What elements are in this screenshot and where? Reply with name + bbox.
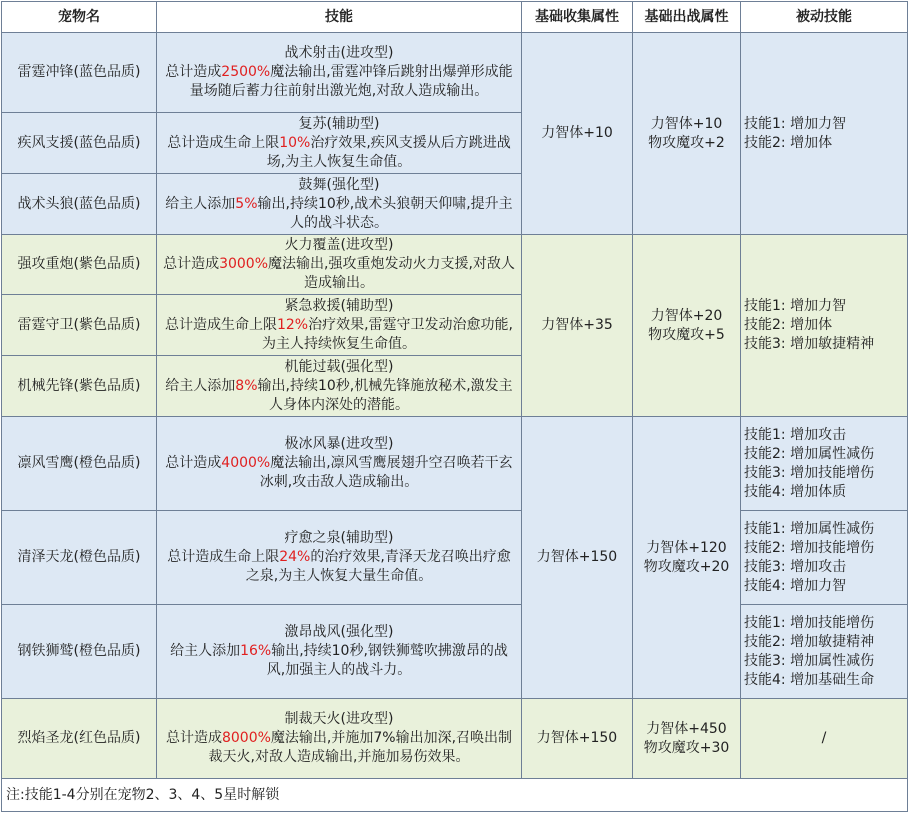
passive-skills [741, 33, 908, 235]
passive-skills [741, 511, 908, 605]
skill-desc-pre: 总计造成 [165, 64, 222, 80]
skill-cell [157, 33, 522, 113]
passive-line: 技能3: 增加敏捷精神 [744, 336, 875, 352]
battle-line: 力智体+20 [650, 307, 723, 324]
skill-desc-post: 魔法输出,并施加7%输出加深,召唤出制裁天火,对敌人造成输出,并施加易伤效果。 [208, 730, 513, 765]
passive-line: 技能1: 增加攻击 [744, 426, 847, 443]
passive-line: 技能1: 增加技能增伤 [744, 614, 875, 631]
skill-desc-post: 魔法输出,凛风雪鹰展翅升空召唤若干玄冰刺,攻击敌人造成输出。 [259, 455, 513, 490]
battle-line: 物攻魔攻+5 [648, 326, 725, 343]
passive-line: 技能2: 增加技能增伤 [744, 539, 875, 556]
pet-name: 烈焰圣龙(红色品质) [2, 699, 157, 779]
pet-name: 机械先锋(紫色品质) [2, 356, 157, 417]
skill-desc-pre: 总计造成生命上限 [167, 549, 280, 565]
pet-name: 强攻重炮(紫色品质) [2, 235, 157, 295]
header-battle-attr: 基础出战属性 [633, 2, 741, 33]
passive-line: 技能2: 增加体 [744, 134, 833, 151]
skill-pct: 2500% [221, 64, 271, 80]
passive-line: 技能3: 增加攻击 [744, 558, 847, 575]
skill-title: 紧急救援(辅助型) [284, 297, 394, 314]
pet-name: 疾风支援(蓝色品质) [2, 113, 157, 174]
skill-pct: 10% [279, 134, 311, 151]
skill-pct: 3000% [219, 256, 269, 272]
table-row [2, 605, 908, 699]
skill-title: 制裁天火(进攻型) [284, 711, 394, 727]
collect-attr: 力智体+10 [522, 33, 633, 235]
passive-skills: / [741, 699, 908, 779]
passive-line: 技能3: 增加技能增伤 [744, 464, 875, 481]
skill-desc-pre: 给主人添加 [165, 195, 236, 212]
skill-desc-pre: 给主人添加 [165, 377, 236, 394]
skill-pct: 16% [240, 643, 272, 659]
passive-line: 技能4: 增加基础生命 [744, 671, 875, 688]
header-row [2, 2, 908, 33]
passive-line: 技能4: 增加体质 [744, 483, 847, 500]
battle-line: 力智体+450 [646, 720, 727, 737]
pet-name: 雷霆守卫(紫色品质) [2, 295, 157, 356]
battle-attr [633, 699, 741, 779]
skill-desc-pre: 总计造成生命上限 [164, 316, 277, 333]
table-row [2, 235, 908, 295]
skill-cell [157, 605, 522, 699]
skill-title: 火力覆盖(进攻型) [284, 237, 394, 253]
skill-desc-post: 魔法输出,强攻重炮发动火力支援,对敌人造成输出。 [268, 256, 515, 291]
collect-attr: 力智体+150 [522, 417, 633, 699]
battle-attr [633, 417, 741, 699]
passive-line: 技能1: 增加属性减伤 [744, 520, 875, 537]
table-row [2, 699, 908, 779]
skill-cell [157, 235, 522, 295]
skill-cell [157, 295, 522, 356]
footnote: 注:技能1-4分别在宠物2、3、4、5星时解锁 [2, 779, 908, 812]
passive-line: 技能2: 增加属性减伤 [744, 445, 875, 462]
skill-title: 复苏(辅助型) [298, 115, 380, 132]
battle-line: 物攻魔攻+20 [643, 558, 730, 575]
table-row [2, 417, 908, 511]
skill-desc-pre: 给主人添加 [170, 643, 241, 659]
collect-attr: 力智体+150 [522, 699, 633, 779]
collect-attr: 力智体+35 [522, 235, 633, 417]
passive-line: 技能2: 增加体 [744, 317, 833, 333]
skill-title: 机能过载(强化型) [284, 358, 394, 375]
pet-name: 钢铁狮鹫(橙色品质) [2, 605, 157, 699]
header-skill: 技能 [157, 2, 522, 33]
pet-name: 凛风雪鹰(橙色品质) [2, 417, 157, 511]
battle-attr [633, 235, 741, 417]
skill-desc-pre: 总计造成生命上限 [167, 134, 280, 151]
header-collect-attr: 基础收集属性 [522, 2, 633, 33]
skill-title: 战术射击(进攻型) [284, 45, 394, 61]
skill-desc-post: 治疗效果,疾风支援从后方跳进战场,为主人恢复生命值。 [266, 134, 511, 170]
skill-pct: 8% [235, 377, 258, 394]
battle-attr [633, 33, 741, 235]
header-pet-name: 宠物名 [2, 2, 157, 33]
pet-name: 雷霆冲锋(蓝色品质) [2, 33, 157, 113]
skill-title: 鼓舞(强化型) [298, 176, 380, 193]
battle-line: 力智体+120 [646, 539, 727, 556]
note-row [2, 779, 908, 812]
skill-title: 激昂战风(强化型) [284, 624, 394, 640]
table-row [2, 511, 908, 605]
skill-pct: 24% [279, 549, 311, 565]
battle-line: 力智体+10 [650, 115, 723, 132]
skill-desc-pre: 总计造成 [165, 730, 222, 746]
skill-cell [157, 699, 522, 779]
passive-skills [741, 417, 908, 511]
pet-table [1, 1, 908, 812]
header-passive: 被动技能 [741, 2, 908, 33]
pet-name: 清泽天龙(橙色品质) [2, 511, 157, 605]
skill-desc-post: 输出,持续10秒,钢铁狮鹫吹拂激昂的战风,加强主人的战斗力。 [266, 643, 508, 678]
skill-title: 疗愈之泉(辅助型) [284, 530, 394, 546]
pet-name: 战术头狼(蓝色品质) [2, 174, 157, 235]
skill-pct: 12% [276, 316, 309, 333]
passive-line: 技能2: 增加敏捷精神 [744, 633, 875, 650]
table-row [2, 33, 908, 113]
passive-line: 技能4: 增加力智 [744, 577, 847, 594]
skill-desc-post: 的治疗效果,青泽天龙召唤出疗愈之泉,为主人恢复大量生命值。 [245, 549, 511, 584]
skill-desc-post: 魔法输出,雷霆冲锋后跳射出爆弹形成能量场随后蓄力往前射出激光炮,对敌人造成输出。 [189, 64, 513, 99]
passive-line: 技能1: 增加力智 [744, 115, 847, 132]
battle-line: 物攻魔攻+2 [648, 134, 725, 151]
skill-desc-pre: 总计造成 [163, 256, 220, 272]
skill-cell [157, 356, 522, 417]
skill-cell [157, 113, 522, 174]
battle-line: 物攻魔攻+30 [643, 739, 730, 756]
skill-cell [157, 174, 522, 235]
skill-pct: 8000% [221, 730, 271, 746]
skill-cell [157, 417, 522, 511]
passive-skills [741, 235, 908, 417]
skill-pct: 5% [235, 195, 258, 212]
skill-desc-post: 治疗效果,雷霆守卫发动治愈功能,为主人持续恢复生命值。 [262, 316, 514, 352]
passive-line: 技能1: 增加力智 [744, 298, 847, 314]
skill-pct: 4000% [221, 455, 271, 471]
skill-cell [157, 511, 522, 605]
passive-line: 技能3: 增加属性减伤 [744, 652, 875, 669]
skill-desc-post: 输出,持续10秒,机械先锋施放秘术,激发主人身体内深处的潜能。 [257, 377, 513, 413]
skill-title: 极冰风暴(进攻型) [284, 436, 394, 452]
passive-skills [741, 605, 908, 699]
skill-desc-post: 输出,持续10秒,战术头狼朝天仰啸,提升主人的战斗状态。 [257, 195, 513, 231]
skill-desc-pre: 总计造成 [165, 455, 222, 471]
